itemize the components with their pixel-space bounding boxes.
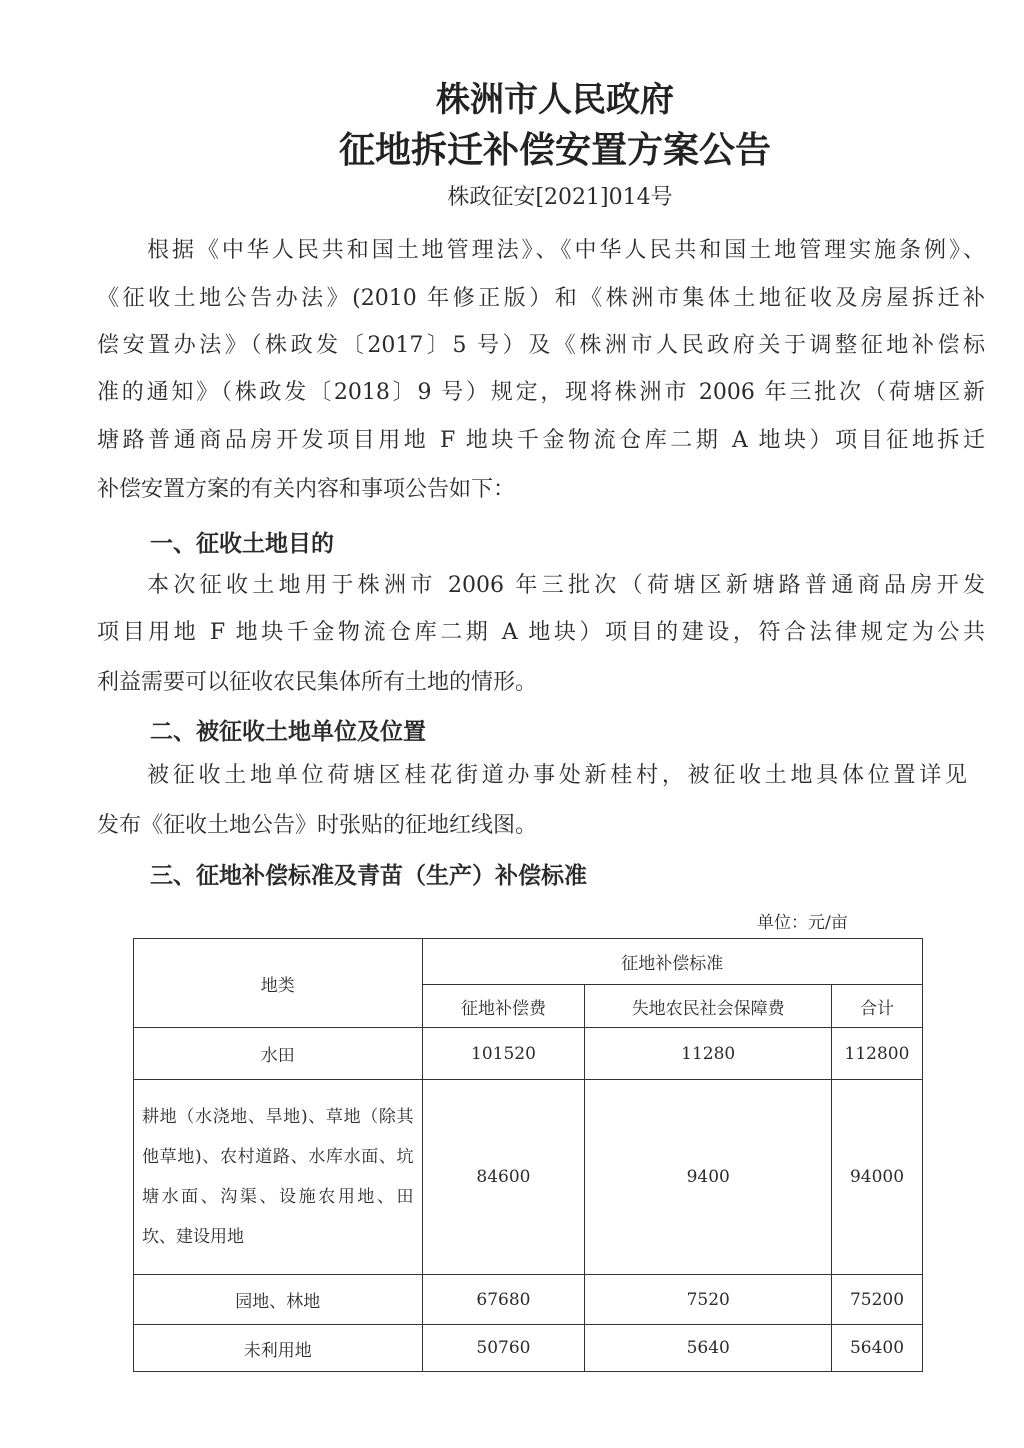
header-col: 失地农民社会保障费 xyxy=(585,985,832,1028)
section1-line: 本次征收土地用于株洲市 2006 年三批次（荷塘区新塘路普通商品房开发 xyxy=(147,573,985,598)
issuer-title: 株洲市人民政府 xyxy=(436,80,674,120)
cell: 67680 xyxy=(422,1275,585,1325)
section1-line: 利益需要可以征收农民集体所有土地的情形。 xyxy=(97,670,538,695)
document-number: 株政征安[2021]014号 xyxy=(447,185,673,210)
intro-line: 塘路普通商品房开发项目用地 F 地块千金物流仓库二期 A 地块）项目征地拆迁 xyxy=(97,428,985,453)
land-type: 未利用地 xyxy=(134,1325,423,1372)
land-type: 水田 xyxy=(134,1028,423,1080)
cell: 56400 xyxy=(832,1325,923,1372)
cell: 84600 xyxy=(422,1080,585,1275)
intro-line: 偿安置办法》（株政发〔2017〕5 号）及《株洲市人民政府关于调整征地补偿标 xyxy=(97,333,985,358)
cell: 11280 xyxy=(585,1028,832,1080)
header-land-type: 地类 xyxy=(134,939,423,1028)
land-type: 耕地（水浇地、旱地)、草地（除其他草地)、农村道路、水库水面、坑塘水面、沟渠、设施农用地、田坎、建设用地 xyxy=(134,1080,423,1275)
cell: 50760 xyxy=(422,1325,585,1372)
section-heading-2: 二、被征收土地单位及位置 xyxy=(150,718,426,745)
header-col: 征地补偿费 xyxy=(422,985,585,1028)
cell: 5640 xyxy=(585,1325,832,1372)
intro-line: 准的通知》（株政发〔2018〕9 号）规定，现将株洲市 2006 年三批次（荷塘区新 xyxy=(97,380,985,405)
intro-line: 根据《中华人民共和国土地管理法》、《中华人民共和国土地管理实施条例》、 xyxy=(147,238,985,263)
cell: 75200 xyxy=(832,1275,923,1325)
table-row xyxy=(134,1080,923,1275)
table-row xyxy=(134,1028,923,1080)
cell: 7520 xyxy=(585,1275,832,1325)
section-heading-3: 三、征地补偿标准及青苗（生产）补偿标准 xyxy=(150,862,587,889)
cell: 94000 xyxy=(832,1080,923,1275)
document-title: 征地拆迁补偿安置方案公告 xyxy=(338,129,771,171)
section-heading-1: 一、征收土地目的 xyxy=(150,530,334,557)
intro-line: 补偿安置方案的有关内容和事项公告如下： xyxy=(97,477,516,502)
cell: 9400 xyxy=(585,1080,832,1275)
section2-line: 发布《征收土地公告》时张贴的征地红线图。 xyxy=(97,813,538,838)
compensation-table xyxy=(133,938,923,1372)
cell: 112800 xyxy=(832,1028,923,1080)
section2-line: 被征收土地单位荷塘区桂花街道办事处新桂村，被征收土地具体位置详见 xyxy=(147,763,967,788)
intro-line: 《征收土地公告办法》(2010 年修正版）和《株洲市集体土地征收及房屋拆迁补 xyxy=(97,286,985,311)
cell: 101520 xyxy=(422,1028,585,1080)
table-row xyxy=(134,1275,923,1325)
land-type: 园地、林地 xyxy=(134,1275,423,1325)
unit-label: 单位：元/亩 xyxy=(757,913,848,933)
header-compensation-standard: 征地补偿标准 xyxy=(422,939,922,985)
section1-line: 项目用地 F 地块千金物流仓库二期 A 地块）项目的建设，符合法律规定为公共 xyxy=(97,620,985,645)
table-row xyxy=(134,1325,923,1372)
header-col: 合计 xyxy=(832,985,923,1028)
